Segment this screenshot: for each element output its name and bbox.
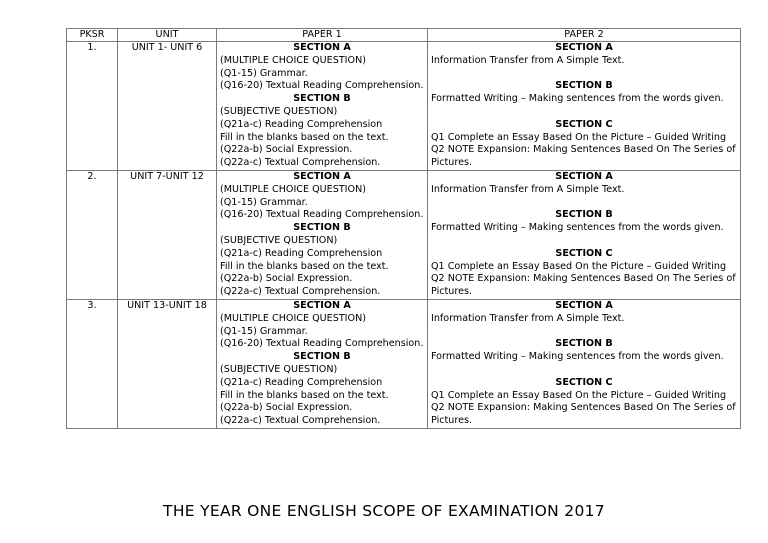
paper1-section-b-heading: SECTION B [293, 222, 351, 234]
paper2-information-transfer: Information Transfer from A Simple Text. [431, 183, 625, 195]
paper1-fill-blanks: Fill in the blanks based on the text. [220, 131, 389, 143]
row-number: 3. [67, 299, 118, 428]
paper2-section-c-heading: SECTION C [555, 118, 613, 130]
paper2-section-a-heading: SECTION A [555, 42, 613, 53]
paper1-section-b-heading: SECTION B [293, 351, 351, 363]
paper1-section-a-heading: SECTION A [293, 170, 351, 182]
paper1-textual-comprehension: (Q22a-c) Textual Comprehension. [220, 286, 381, 298]
paper2-guided-writing: Q1 Complete an Essay Based On the Picture – Guided Writing [431, 131, 727, 143]
paper1-section-b-heading: SECTION B [293, 93, 351, 105]
table-row [67, 299, 741, 428]
paper1-reading-comprehension: (Q21a-c) Reading Comprehension [220, 118, 383, 130]
paper2-information-transfer: Information Transfer from A Simple Text. [431, 312, 625, 324]
paper2-guided-writing: Q1 Complete an Essay Based On the Picture – Guided Writing [431, 260, 727, 272]
paper2-section-c-heading: SECTION C [555, 376, 613, 388]
table-row [67, 170, 741, 299]
paper1-textual-comprehension: (Q22a-c) Textual Comprehension. [220, 157, 381, 169]
paper2-spacer [431, 326, 737, 339]
row-number: 2. [67, 170, 118, 299]
paper2-formatted-writing: Formatted Writing – Making sentences from the words given. [431, 222, 724, 234]
paper1-mcq-label: (MULTIPLE CHOICE QUESTION) [220, 54, 366, 66]
paper1-grammar: (Q1-15) Grammar. [220, 325, 308, 337]
header-paper2: PAPER 2 [428, 29, 741, 42]
paper2-note-expansion: Q2 NOTE Expansion: Making Sentences Based On The Series of Pictures. [431, 273, 736, 298]
paper2-cell [428, 42, 741, 171]
paper1-fill-blanks: Fill in the blanks based on the text. [220, 389, 389, 401]
paper1-grammar: (Q1-15) Grammar. [220, 67, 308, 79]
paper2-formatted-writing: Formatted Writing – Making sentences from the words given. [431, 93, 724, 105]
row-number: 1. [67, 42, 118, 171]
paper2-cell [428, 299, 741, 428]
paper1-mcq-label: (MULTIPLE CHOICE QUESTION) [220, 183, 366, 195]
paper1-reading-comprehension: (Q21a-c) Reading Comprehension [220, 376, 383, 388]
header-paper1: PAPER 1 [217, 29, 428, 42]
paper1-grammar: (Q1-15) Grammar. [220, 196, 308, 208]
paper1-subjective-label: (SUBJECTIVE QUESTION) [220, 363, 338, 375]
paper1-textual-reading: (Q16-20) Textual Reading Comprehension. [220, 209, 424, 221]
paper2-section-a-heading: SECTION A [555, 299, 613, 311]
paper1-social-expression: (Q22a-b) Social Expression. [220, 402, 353, 414]
paper1-cell [217, 42, 428, 171]
paper1-fill-blanks: Fill in the blanks based on the text. [220, 260, 389, 272]
table-header-row [67, 29, 741, 42]
paper2-spacer [431, 106, 737, 119]
paper1-textual-reading: (Q16-20) Textual Reading Comprehension. [220, 338, 424, 350]
paper2-formatted-writing: Formatted Writing – Making sentences from the words given. [431, 351, 724, 363]
paper1-section-a-heading: SECTION A [293, 299, 351, 311]
exam-scope-table [66, 28, 741, 429]
table-row [67, 42, 741, 171]
paper1-textual-reading: (Q16-20) Textual Reading Comprehension. [220, 80, 424, 92]
paper2-information-transfer: Information Transfer from A Simple Text. [431, 54, 625, 66]
paper1-subjective-label: (SUBJECTIVE QUESTION) [220, 105, 338, 117]
paper2-section-a-heading: SECTION A [555, 170, 613, 182]
paper2-spacer [431, 364, 737, 377]
paper2-section-b-heading: SECTION B [555, 80, 613, 92]
paper2-section-c-heading: SECTION C [555, 247, 613, 259]
paper2-spacer [431, 235, 737, 248]
paper1-section-a-heading: SECTION A [293, 42, 351, 53]
paper1-cell [217, 170, 428, 299]
paper2-section-b-heading: SECTION B [555, 338, 613, 350]
paper1-mcq-label: (MULTIPLE CHOICE QUESTION) [220, 312, 366, 324]
paper1-reading-comprehension: (Q21a-c) Reading Comprehension [220, 247, 383, 259]
header-pksr: PKSR [67, 29, 118, 42]
header-unit: UNIT [118, 29, 217, 42]
paper2-cell [428, 170, 741, 299]
paper1-textual-comprehension: (Q22a-c) Textual Comprehension. [220, 415, 381, 427]
paper1-social-expression: (Q22a-b) Social Expression. [220, 144, 353, 156]
paper2-spacer [431, 68, 737, 81]
paper2-note-expansion: Q2 NOTE Expansion: Making Sentences Based On The Series of Pictures. [431, 402, 736, 427]
row-unit: UNIT 1- UNIT 6 [118, 42, 217, 171]
paper1-social-expression: (Q22a-b) Social Expression. [220, 273, 353, 285]
paper1-subjective-label: (SUBJECTIVE QUESTION) [220, 234, 338, 246]
paper1-cell [217, 299, 428, 428]
paper2-guided-writing: Q1 Complete an Essay Based On the Picture – Guided Writing [431, 389, 727, 401]
paper2-note-expansion: Q2 NOTE Expansion: Making Sentences Based On The Series of Pictures. [431, 144, 736, 169]
paper2-spacer [431, 197, 737, 210]
document-title: THE YEAR ONE ENGLISH SCOPE OF EXAMINATION 2017 [163, 502, 605, 520]
paper2-section-b-heading: SECTION B [555, 209, 613, 221]
row-unit: UNIT 7-UNIT 12 [118, 170, 217, 299]
row-unit: UNIT 13-UNIT 18 [118, 299, 217, 428]
